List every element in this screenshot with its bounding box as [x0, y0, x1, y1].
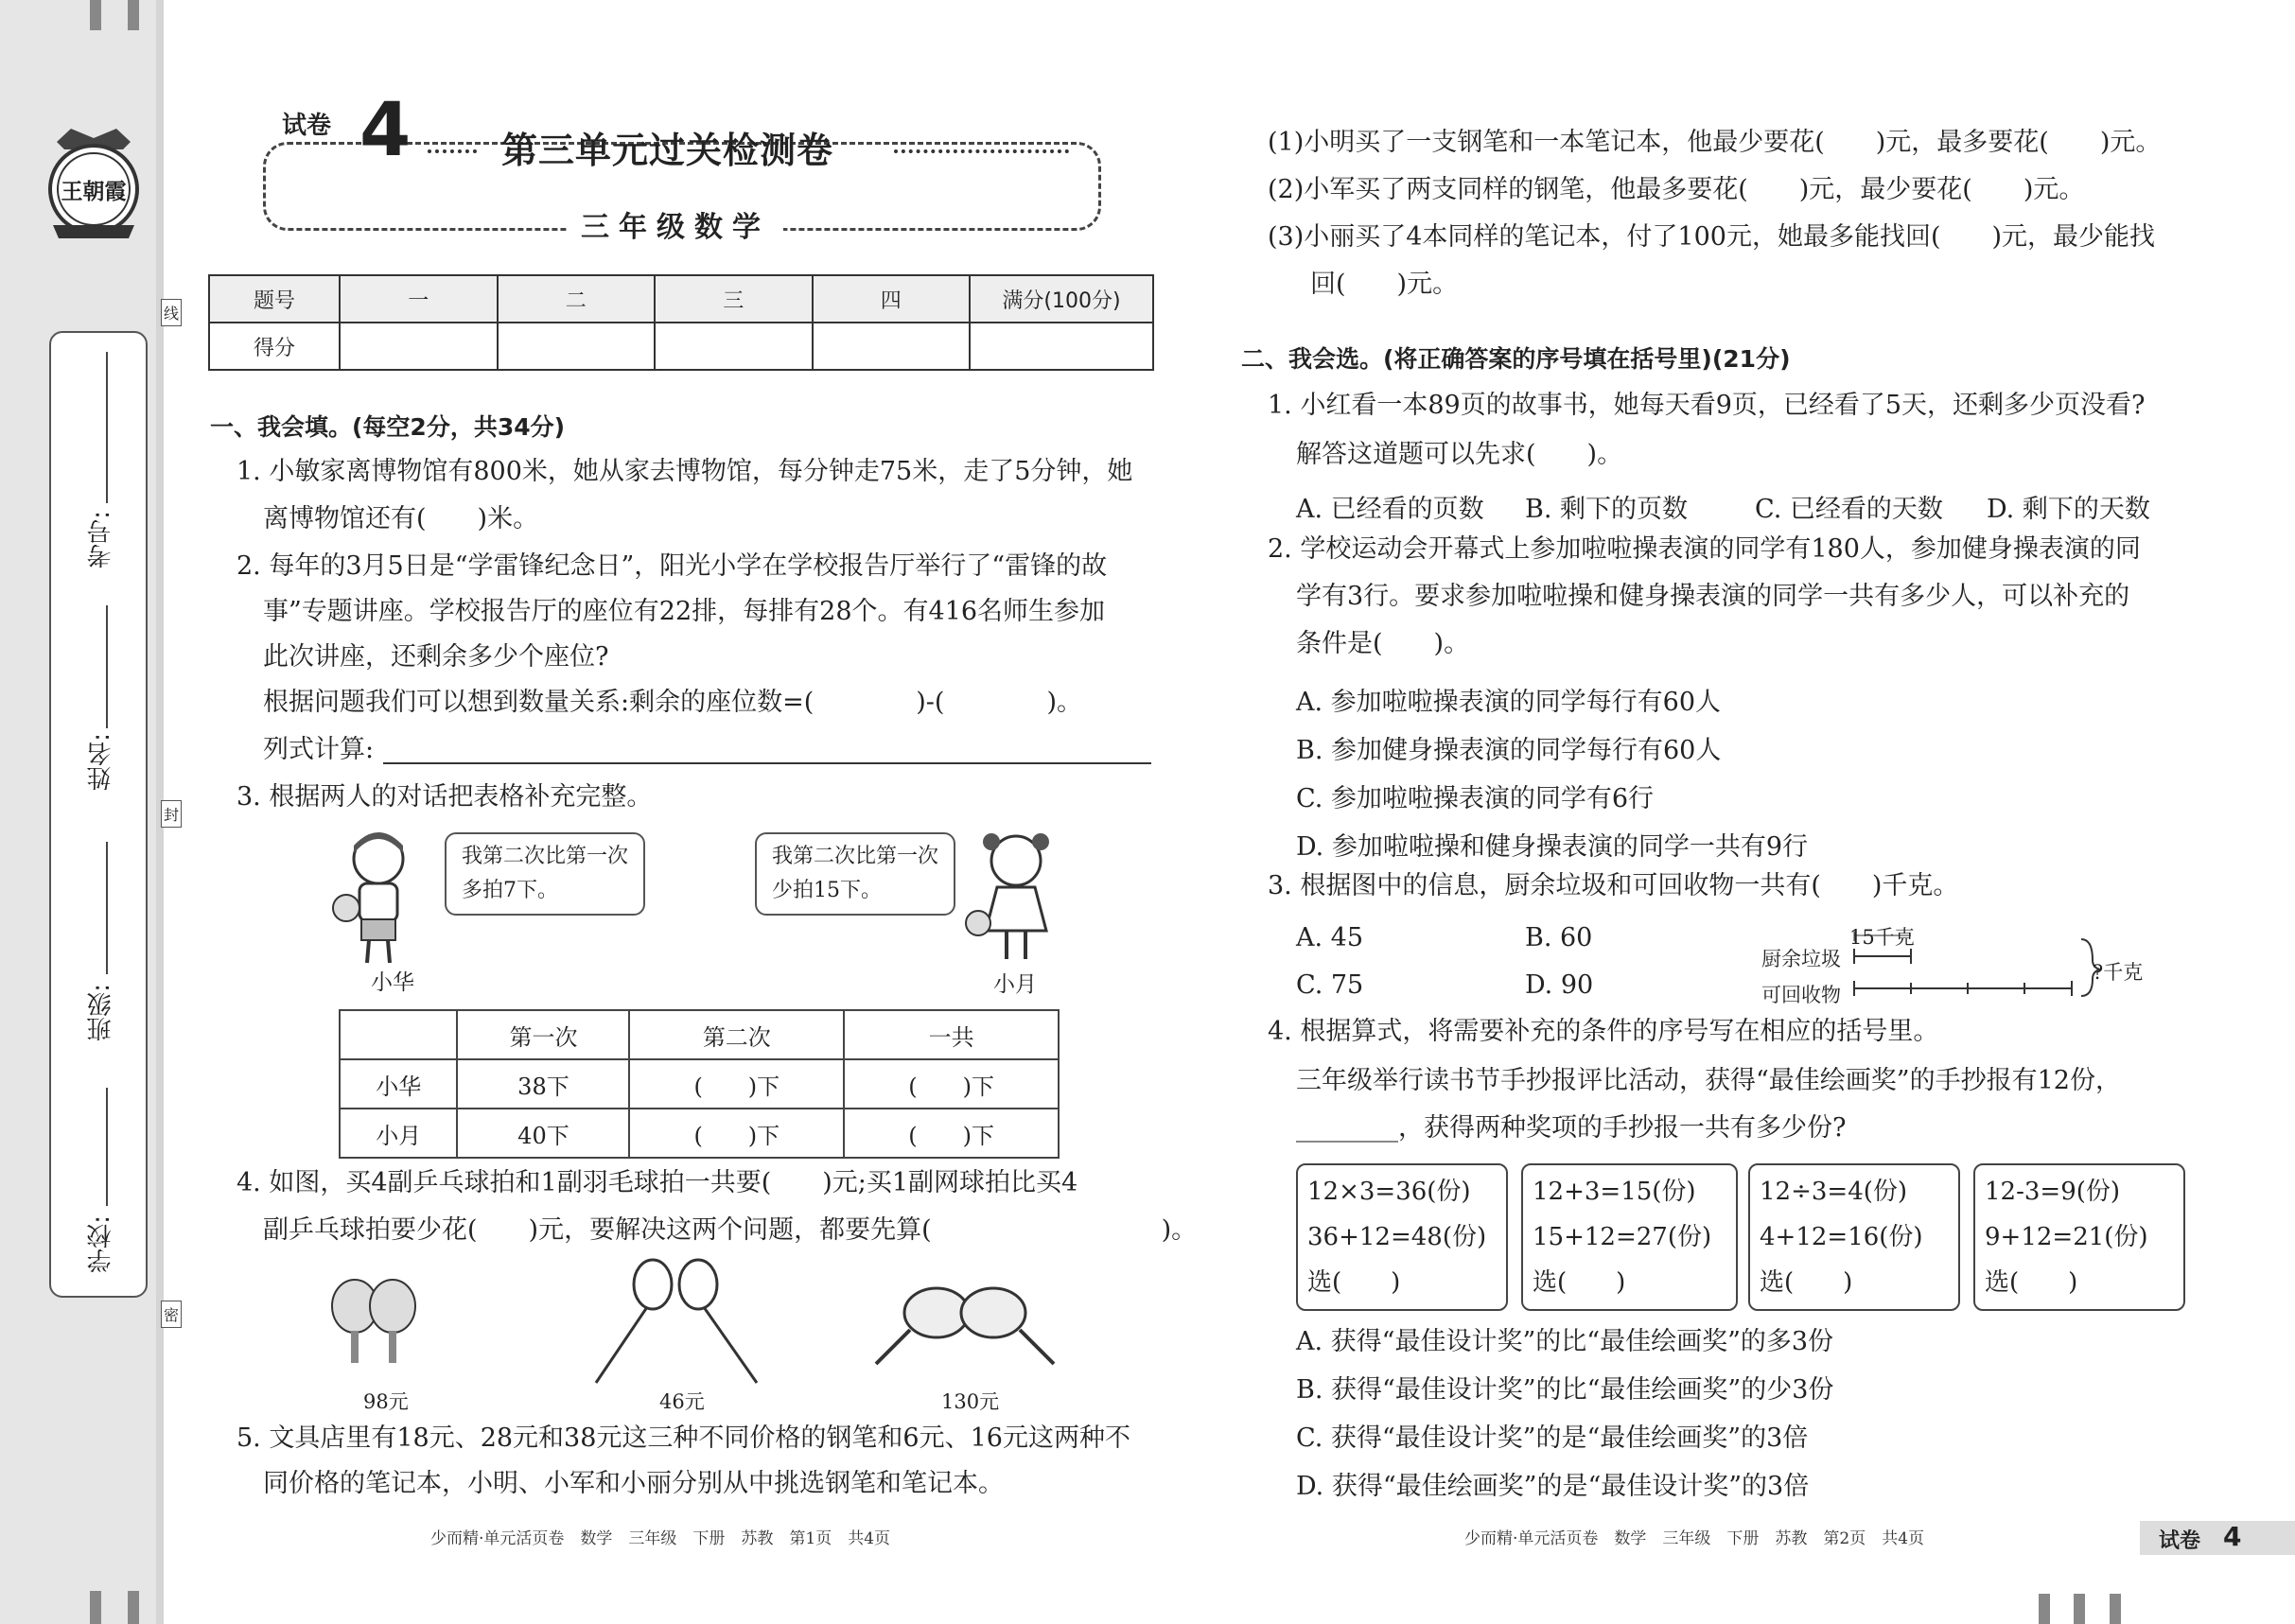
- equation-box: [1521, 1163, 1738, 1311]
- table-cell: 小华: [340, 1059, 457, 1109]
- score-cell[interactable]: [813, 323, 971, 370]
- question-text: (3)小丽买了4本同样的笔记本，付了100元，她最多能找回( )元，最少能找: [1268, 222, 2156, 252]
- question-text: 1. 小红看一本89页的故事书，她每天看9页，已经看了5天，还剩多少页没看?: [1268, 391, 2146, 420]
- bubble-text: 我第二次比第一次: [772, 845, 939, 868]
- boy-name: 小华: [371, 970, 414, 995]
- table-header-cell: 三: [655, 275, 813, 323]
- choice-slot[interactable]: 选( ): [1533, 1268, 1626, 1297]
- cut-mark-seal: 封: [161, 800, 182, 828]
- girl-name: 小月: [993, 972, 1037, 997]
- option-d[interactable]: D. 剩下的天数: [1987, 495, 2150, 524]
- question-text: 列式计算:: [263, 735, 375, 764]
- option-a[interactable]: A. 参加啦啦操表演的同学每行有60人: [1296, 688, 1722, 717]
- score-cell[interactable]: [970, 323, 1153, 370]
- option-c[interactable]: C. 已经看的天数: [1755, 495, 1943, 524]
- question-text: 2. 每年的3月5日是“学雷锋纪念日”，阳光小学在学校报告厅举行了“雷锋的故: [237, 551, 1108, 581]
- equation-line: 12×3=36(份): [1307, 1178, 1471, 1206]
- table-header-cell: 四: [813, 275, 971, 323]
- diagram-total-label: ?千克: [2093, 961, 2144, 984]
- question-text: 三年级举行读书节手抄报评比活动，获得“最佳绘画奖”的手抄报有12份，: [1296, 1066, 2121, 1095]
- question-text: 3. 根据两人的对话把表格补充完整。: [237, 782, 653, 812]
- answer-line[interactable]: [383, 762, 1151, 764]
- bubble-text: 少拍15下。: [772, 879, 882, 902]
- option-c[interactable]: C. 75: [1296, 970, 1364, 1000]
- question-text: 解答这道题可以先求( )。: [1296, 440, 1623, 469]
- question-text: 同价格的笔记本，小明、小军和小丽分别从中挑选钢笔和笔记本。: [263, 1469, 1004, 1498]
- equation-line: 12-3=9(份): [1985, 1178, 2121, 1206]
- test-badge: 试卷: [282, 112, 332, 140]
- question-text: 离博物馆还有( )米。: [263, 504, 539, 533]
- registration-mark: [2110, 1594, 2121, 1624]
- question-text: 4. 如图，买4副乒乓球拍和1副羽毛球拍一共要( )元;买1副网球拍比买4: [237, 1168, 1078, 1197]
- question-text: 条件是( )。: [1296, 629, 1470, 658]
- option-a[interactable]: A. 获得“最佳设计奖”的比“最佳绘画奖”的多3份: [1296, 1327, 1834, 1356]
- score-row: [209, 323, 1153, 370]
- question-text: 学有3行。要求参加啦啦操和健身操表演的同学一共有多少人，可以补充的: [1296, 582, 2130, 611]
- option-d[interactable]: D. 获得“最佳绘画奖”的是“最佳设计奖”的3倍: [1296, 1472, 1810, 1501]
- test-number: 4: [359, 88, 412, 173]
- school-label: 学校:: [87, 1215, 115, 1273]
- table-header-cell: 第一次: [457, 1010, 629, 1059]
- option-b[interactable]: B. 剩下的页数: [1525, 495, 1689, 524]
- table-header-cell: 满分(100分): [970, 275, 1153, 323]
- price-label: 98元: [363, 1390, 409, 1413]
- class-line: [106, 842, 108, 974]
- option-c[interactable]: C. 获得“最佳设计奖”的是“最佳绘画奖”的3倍: [1296, 1423, 1809, 1453]
- registration-mark: [90, 1591, 101, 1624]
- table-cell: 40下: [457, 1109, 629, 1158]
- exam-number-label: 考号:: [87, 511, 115, 568]
- title-divider: [894, 149, 1069, 153]
- question-text: 3. 根据图中的信息，厨余垃圾和可回收物一共有( )千克。: [1268, 871, 1959, 900]
- registration-mark: [128, 1591, 139, 1624]
- table-row: [340, 1059, 1059, 1109]
- table-row: [340, 1109, 1059, 1158]
- option-b[interactable]: B. 参加健身操表演的同学每行有60人: [1296, 736, 1722, 765]
- section-2-title: 二、我会选。(将正确答案的序号填在括号里)(21分): [1241, 345, 1791, 373]
- option-a[interactable]: A. 已经看的页数: [1296, 495, 1484, 524]
- tennis-rackets-image: [870, 1277, 1060, 1375]
- score-row-label: 得分: [209, 323, 340, 370]
- table-answer-cell[interactable]: ( )下: [629, 1109, 844, 1158]
- table-answer-cell[interactable]: ( )下: [844, 1109, 1059, 1158]
- badminton-rackets-image: [587, 1258, 766, 1394]
- registration-mark: [2039, 1594, 2050, 1624]
- speech-bubble-right: [755, 832, 955, 916]
- page-subtitle: 三年级数学: [568, 203, 783, 245]
- question-text: 4. 根据算式，将需要补充的条件的序号写在相应的括号里。: [1268, 1017, 1939, 1046]
- exam-number-line: [106, 352, 108, 503]
- question-text: 事”专题讲座。学校报告厅的座位有22排，每排有28个。有416名师生参加: [263, 597, 1106, 626]
- score-cell[interactable]: [655, 323, 813, 370]
- footer-left: 少而精·单元活页卷 数学 三年级 下册 苏教 第1页 共4页: [430, 1529, 891, 1548]
- name-label: 姓名:: [87, 733, 115, 791]
- equation-line: 36+12=48(份): [1307, 1223, 1487, 1251]
- table-header-cell: 第二次: [629, 1010, 844, 1059]
- question-text: 2. 学校运动会开幕式上参加啦啦操表演的同学有180人，参加健身操表演的同: [1268, 534, 2141, 564]
- question-text: 回( )元。: [1310, 270, 1459, 299]
- question-text: 5. 文具店里有18元、28元和38元这三种不同价格的钢笔和6元、16元这两种不: [237, 1423, 1130, 1453]
- choice-slot[interactable]: 选( ): [1985, 1268, 2078, 1297]
- equation-line: 12÷3=4(份): [1760, 1178, 1908, 1206]
- equation-box: [1296, 1163, 1508, 1311]
- registration-mark: [2074, 1594, 2085, 1624]
- option-d[interactable]: D. 参加啦啦操和健身操表演的同学一共有9行: [1296, 832, 1809, 862]
- option-b[interactable]: B. 获得“最佳设计奖”的比“最佳绘画奖”的少3份: [1296, 1375, 1834, 1405]
- registration-mark: [128, 0, 139, 30]
- table-cell: 38下: [457, 1059, 629, 1109]
- page-title: 第三单元过关检测卷: [501, 130, 834, 171]
- option-b[interactable]: B. 60: [1525, 923, 1593, 952]
- table-header-row: [340, 1010, 1059, 1059]
- equation-line: 9+12=21(份): [1985, 1223, 2148, 1251]
- ping-pong-paddles-image: [326, 1272, 421, 1380]
- footer-right: 少而精·单元活页卷 数学 三年级 下册 苏教 第2页 共4页: [1464, 1529, 1925, 1548]
- girl-illustration: [963, 825, 1067, 970]
- option-d[interactable]: D. 90: [1525, 970, 1594, 1000]
- equation-box: [1748, 1163, 1960, 1311]
- table-answer-cell[interactable]: ( )下: [844, 1059, 1059, 1109]
- price-label: 130元: [941, 1390, 1000, 1413]
- table-header-cell: 一: [340, 275, 498, 323]
- equation-box: [1973, 1163, 2185, 1311]
- diagram-row-1: 厨余垃圾: [1761, 948, 1841, 970]
- bubble-text: 我第二次比第一次: [462, 845, 629, 868]
- choice-slot[interactable]: 选( ): [1307, 1268, 1401, 1297]
- choice-slot[interactable]: 选( ): [1760, 1268, 1853, 1297]
- speech-bubble-left: [445, 832, 645, 916]
- question-text: 副乒乓球拍要少花( )元，要解决这两个问题，都要先算( )。: [263, 1215, 1198, 1245]
- equation-line: 15+12=27(份): [1533, 1223, 1712, 1251]
- page-tag: [2140, 1521, 2295, 1555]
- section-1-title: 一、我会填。(每空2分，共34分): [210, 413, 566, 441]
- score-table: [208, 274, 1154, 371]
- page-tag-label: 试卷: [2159, 1529, 2201, 1553]
- option-c[interactable]: C. 参加啦啦操表演的同学有6行: [1296, 784, 1655, 813]
- table-header-cell: 二: [498, 275, 656, 323]
- school-line: [106, 1088, 108, 1206]
- table-cell: 小月: [340, 1109, 457, 1158]
- question-text: 根据问题我们可以想到数量关系:剩余的座位数=( )-( )。: [263, 688, 1082, 717]
- equation-line: 12+3=15(份): [1533, 1178, 1696, 1206]
- price-label: 46元: [659, 1390, 705, 1413]
- score-cell[interactable]: [498, 323, 656, 370]
- logo-text: 王朝霞: [61, 179, 127, 204]
- question-text: ________，获得两种奖项的手抄报一共有多少份?: [1296, 1113, 1847, 1143]
- score-table-header: [209, 275, 1153, 323]
- diagram-row-2: 可回收物: [1761, 984, 1841, 1006]
- cut-mark-secret: 密: [161, 1301, 182, 1328]
- cut-mark-line: 线: [161, 299, 182, 326]
- boy-illustration: [324, 825, 428, 970]
- question-text: 此次讲座，还剩余多少个座位?: [263, 642, 609, 672]
- bubble-text: 多拍7下。: [462, 879, 558, 902]
- table-answer-cell[interactable]: ( )下: [629, 1059, 844, 1109]
- equation-line: 4+12=16(份): [1760, 1223, 1923, 1251]
- name-line: [106, 605, 108, 728]
- table-header-cell: 一共: [844, 1010, 1059, 1059]
- diagram-label-top: 15千克: [1849, 926, 1915, 949]
- question-text: (2)小军买了两支同样的钢笔，他最多要花( )元，最少要花( )元。: [1268, 175, 2085, 204]
- question-text: (1)小明买了一支钢笔和一本笔记本，他最少要花( )元，最多要花( )元。: [1268, 128, 2162, 157]
- option-a[interactable]: A. 45: [1296, 923, 1364, 952]
- class-label: 班级:: [87, 984, 115, 1041]
- title-divider: [428, 149, 477, 153]
- table-header-cell: [340, 1010, 457, 1059]
- counting-table: [339, 1009, 1060, 1159]
- table-header-cell: 题号: [209, 275, 340, 323]
- brand-logo: [38, 121, 149, 244]
- question-text: 1. 小敏家离博物馆有800米，她从家去博物馆，每分钟走75米，走了5分钟，她: [237, 457, 1133, 486]
- student-info-card: [49, 331, 148, 1298]
- page-tag-number: 4: [2223, 1521, 2242, 1552]
- score-cell[interactable]: [340, 323, 498, 370]
- registration-mark: [90, 0, 101, 30]
